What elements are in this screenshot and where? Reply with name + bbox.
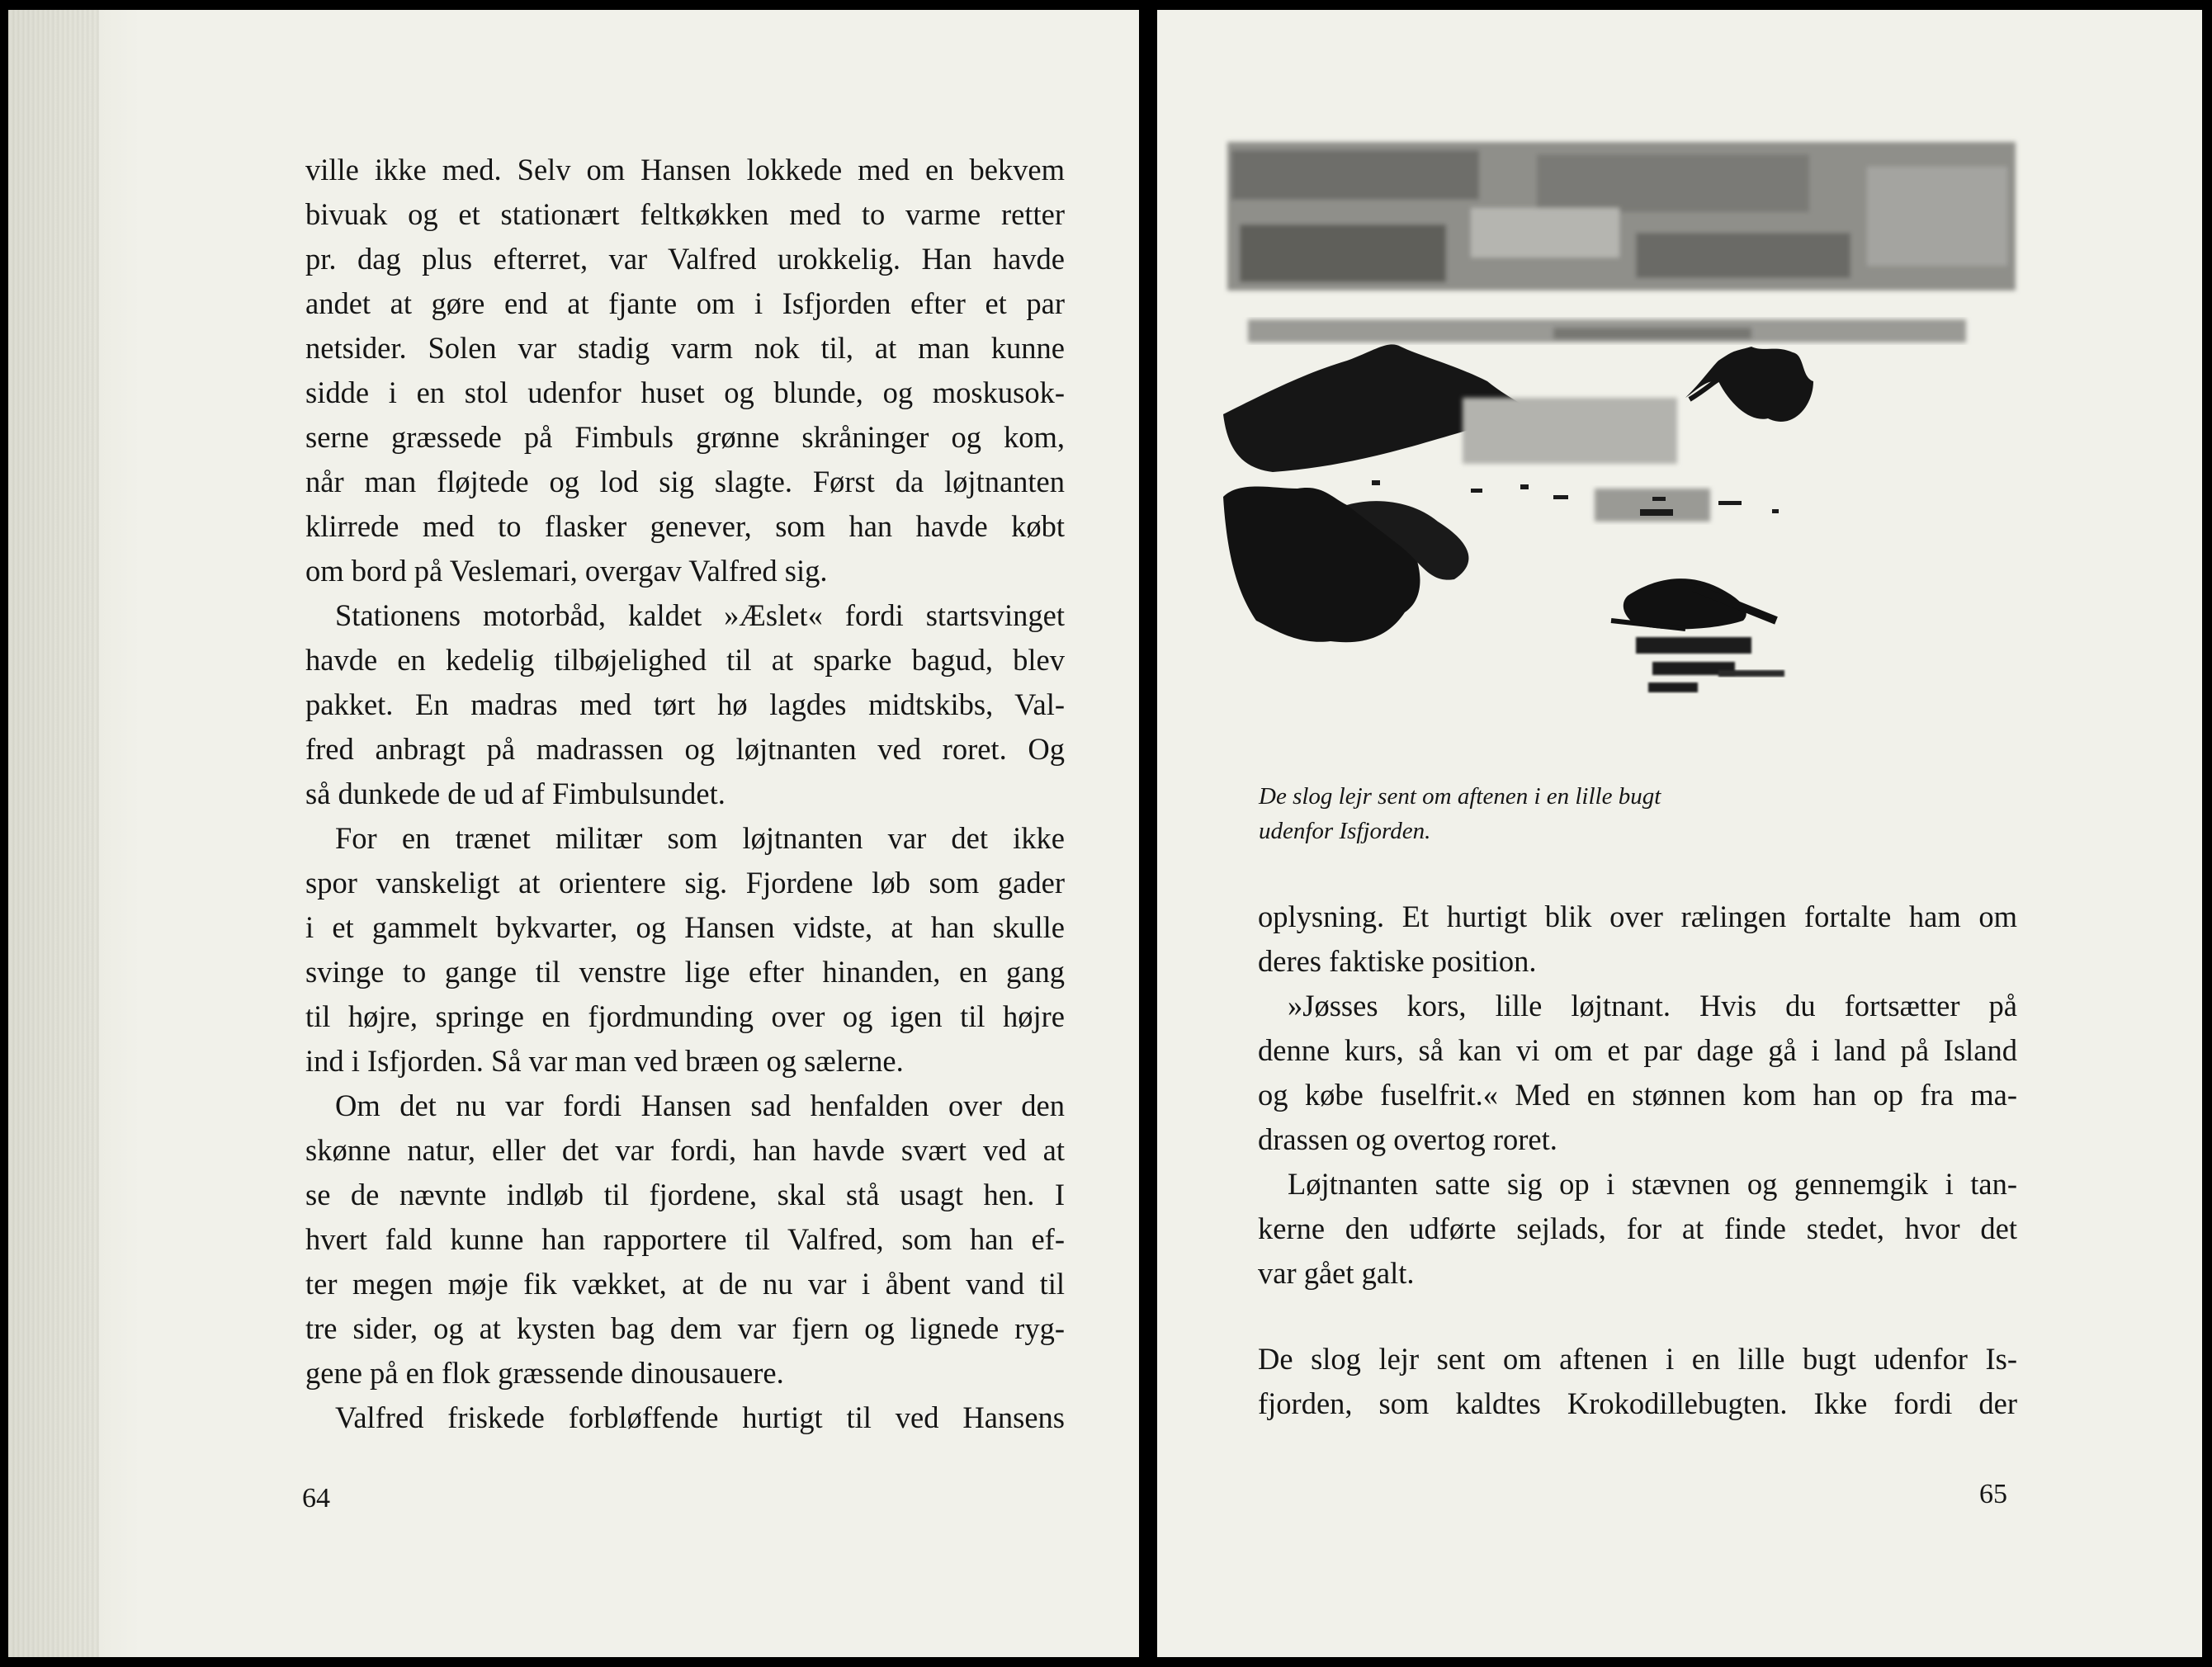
page-number-right: 65 — [1979, 1479, 2007, 1509]
text-line: Valfred friskede forbløffende hurtigt til ved Hansens — [335, 1400, 1065, 1434]
text-line: gene på en flok græssende dinousauere. — [305, 1356, 784, 1390]
text-line: og købe fuselfrit.« Med en stønnen kom han op fra ma- — [1258, 1078, 2017, 1112]
text-line: kerne den udførte sejlads, for at finde stedet, hvor det — [1258, 1211, 2017, 1245]
text-line: i et gammelt bykvarter, og Hansen vidste, at han skulle — [305, 910, 1065, 944]
right-page — [1157, 10, 2202, 1657]
text-line: andet at gøre end at fjante om i Isfjorden efter et par — [305, 286, 1065, 320]
text-line: oplysning. Et hurtigt blik over rælingen fortalte ham om — [1258, 900, 2017, 933]
caption-line: udenfor Isfjorden. — [1259, 818, 1431, 844]
text-line: ind i Isfjorden. Så var man ved bræen og sælerne. — [305, 1044, 904, 1078]
left-page — [8, 10, 1139, 1657]
text-line: De slog lejr sent om aftenen i en lille bugt udenfor Is- — [1258, 1342, 2017, 1376]
text-line: deres faktiske position. — [1258, 944, 1537, 978]
text-line: serne græssede på Fimbuls grønne skråninger og kom, — [305, 420, 1065, 454]
text-line: svinge to gange til venstre lige efter hinanden, en gang — [305, 955, 1065, 989]
text-line: netsider. Solen var stadig varm nok til, at man kunne — [305, 331, 1065, 365]
text-line: fred anbragt på madrassen og løjtnanten ved roret. Og — [305, 732, 1065, 766]
text-line: klirrede med to flasker genever, som han havde købt — [305, 509, 1065, 543]
ink-illustration — [1223, 134, 2024, 711]
text-line: om bord på Veslemari, overgav Valfred sig. — [305, 554, 828, 588]
text-line: Stationens motorbåd, kaldet »Æslet« fordi startsvinget — [335, 598, 1065, 632]
page-number-left: 64 — [302, 1483, 330, 1514]
caption-line: De slog lejr sent om aftenen i en lille bugt — [1259, 783, 1661, 810]
text-line: pr. dag plus efterret, var Valfred urokkelig. Han havde — [305, 242, 1065, 276]
right-page-text-lower — [1258, 1337, 2017, 1426]
text-line: Om det nu var fordi Hansen sad henfalden over den — [335, 1089, 1065, 1122]
text-line: tre sider, og at kysten bag dem var fjern og lignede ryg- — [305, 1311, 1065, 1345]
text-line: så dunkede de ud af Fimbulsundet. — [305, 777, 726, 810]
text-line: ville ikke med. Selv om Hansen lokkede med en bekvem — [305, 153, 1065, 187]
text-line: For en trænet militær som løjtnanten var det ikke — [335, 821, 1065, 855]
text-line: bivuak og et stationært feltkøkken med to varme retter — [305, 197, 1065, 231]
text-line: til højre, springe en fjordmunding over og igen til højre — [305, 999, 1065, 1033]
illustration-caption — [1259, 779, 1836, 848]
text-line: ter megen møje fik vækket, at de nu var i åbent vand til — [305, 1267, 1065, 1301]
right-page-text-upper — [1258, 895, 2017, 1296]
left-page-text — [305, 148, 1065, 1440]
right-island — [1685, 347, 1813, 422]
text-line: fjorden, som kaldtes Krokodillebugten. Ikke fordi der — [1258, 1386, 2017, 1420]
text-line: spor vanskeligt at orientere sig. Fjordene løb som gader — [305, 866, 1065, 900]
text-line: var gået galt. — [1258, 1256, 1415, 1290]
horizon-band — [1248, 319, 1966, 342]
text-line: »Jøsses kors, lille løjtnant. Hvis du fortsætter på — [1288, 989, 2017, 1022]
text-line: når man fløjtede og lod sig slagte. Først da løjtnanten — [305, 465, 1065, 498]
page-edges — [8, 10, 99, 1657]
text-line: havde en kedelig tilbøjelighed til at sparke bagud, blev — [305, 643, 1065, 677]
text-line: hvert fald kunne han rapportere til Valfred, som han ef- — [305, 1222, 1065, 1256]
text-line: Løjtnanten satte sig op i stævnen og gennemgik i tan- — [1288, 1167, 2017, 1201]
sky-wash — [1227, 142, 2016, 290]
text-line: se de nævnte indløb til fjordene, skal stå usagt hen. I — [305, 1178, 1065, 1211]
text-line: denne kurs, så kan vi om et par dage gå i land på Island — [1258, 1033, 2017, 1067]
text-line: sidde i en stol udenfor huset og blunde, og moskusok- — [305, 375, 1065, 409]
water-marks — [1372, 480, 1779, 516]
text-line: skønne natur, eller det var fordi, han havde svært ved at — [305, 1133, 1065, 1167]
boat — [1611, 578, 1784, 692]
text-line: drassen og overtog roret. — [1258, 1122, 1557, 1156]
text-line: pakket. En madras med tørt hø lagdes midtskibs, Val- — [305, 687, 1065, 721]
